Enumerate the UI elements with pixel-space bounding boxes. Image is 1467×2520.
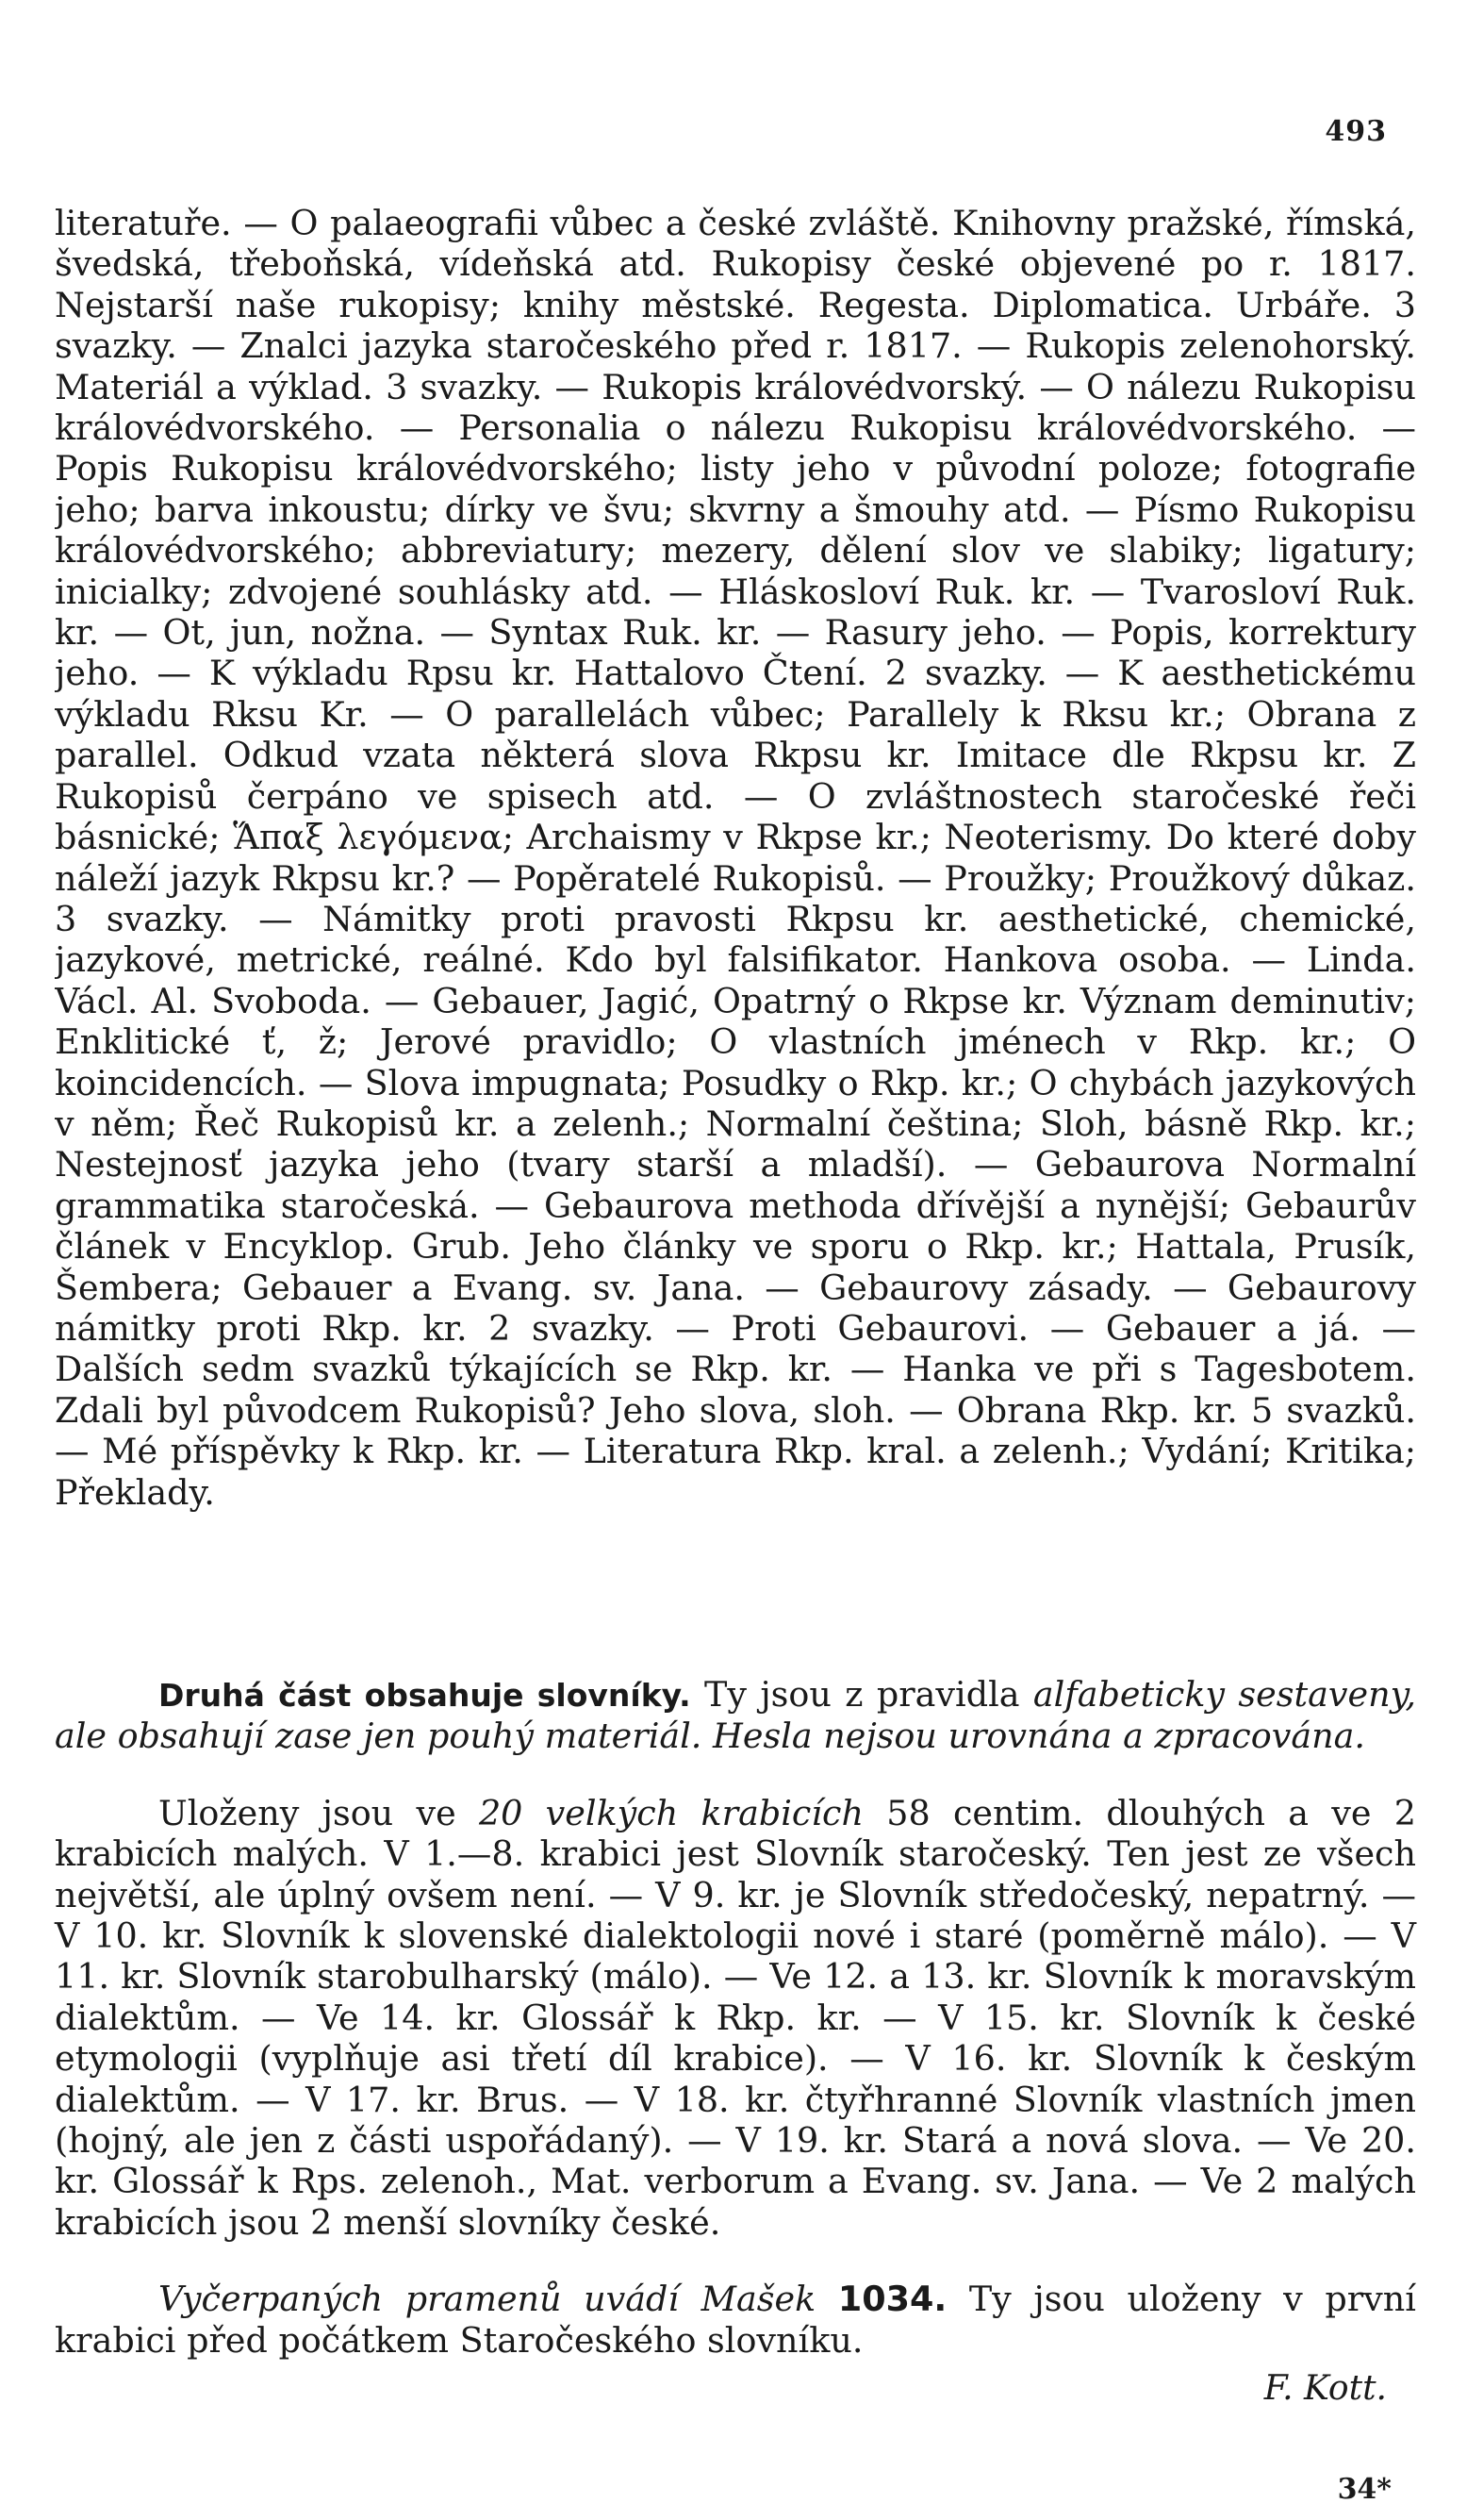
page-number: 493: [1325, 115, 1387, 148]
paragraph-boxes: [55, 1793, 1416, 2243]
sources-count: 1034.: [837, 2279, 948, 2320]
text-column: [55, 203, 1416, 2361]
paragraph-text: Ty jsou z pravidla: [690, 1674, 1033, 1715]
paragraph-italic: 20 velkých krabicích: [478, 1792, 864, 1833]
paragraph-sources: [55, 2279, 1416, 2361]
sheet-mark: 34*: [1337, 2473, 1392, 2506]
paragraph-text: 58 centim. dlouhých a ve 2 krabicích malých. V 1.—8. krabici jest Slovník staročeský. Ten jest ze všech největší, ale úplný ovšem není. — V 9. kr. je Slovník středočeský, nepatrný. — V 10. kr. Slovník k slovenské dialektologii nové i staré (poměrně málo). — V 11. kr. Slovník starobulharský (málo). — Ve 12. a 13. kr. Slovník k moravským dialektům. — Ve 14. kr. Glossář k Rkp. kr. — V 15. kr. Slovník k české etymologii (vyplňuje asi třetí díl krabice). — V 16. kr. Slovník k českým dialektům. — V 17. kr. Brus. — V 18. kr. čtyřhranné Slovník vlastních jmen (hojný, ale jen z části uspořádaný). — V 19. kr. Stará a nová slova. — Ve 20. kr. Glossář k Rps. zelenoh., Mat. verborum a Evang. sv. Jana. — Ve 2 malých krabicích jsou 2 menší slovníky české.: [55, 1792, 1416, 2243]
paragraph-text: Uloženy jsou ve: [158, 1792, 479, 1833]
paragraph-text: Ty jsou uloženy v první krabici před počátkem Staročeského slovníku.: [55, 2279, 1416, 2361]
section-lead: Druhá část obsahuje slovníky.: [158, 1677, 691, 1714]
author-signature: F. Kott.: [1263, 2369, 1387, 2408]
paragraph-dictionaries: [55, 1674, 1416, 1757]
paragraph-contents-list: literatuře. — O palaeografii vůbec a české zvláště. Knihovny pražské, římská, švedská, třeboňská, vídeňská atd. Rukopisy české objevené po r. 1817. Nejstarší naše rukopisy; knihy městské. Regesta. Diplomatica. Urbáře. 3 svazky. — Znalci jazyka staročeského před r. 1817. — Rukopis zelenohorský. Materiál a výklad. 3 svazky. — Rukopis královédvorský. — O nálezu Rukopisu královédvorského. — Personalia o nálezu Rukopisu královédvorského. — Popis Rukopisu královédvorského; listy jeho v původní poloze; fotografie jeho; barva inkoustu; dírky ve švu; skvrny a šmouhy atd. — Písmo Rukopisu královédvorského; abbreviatury; mezery, dělení slov ve slabiky; ligatury; inicialky; zdvojené souhlásky atd. — Hláskosloví Ruk. kr. — Tvarosloví Ruk. kr. — Ot, jun, nožna. — Syntax Ruk. kr. — Rasury jeho. — Popis, korrektury jeho. — K výkladu Rpsu kr. Hattalovo Čtení. 2 svazky. — K aesthetickému výkladu Rksu Kr. — O parallelách vůbec; Parallely k Rksu kr.; Obrana z parallel. Odkud vzata některá slova Rkpsu kr. Imitace dle Rkpsu kr. Z Rukopisů čerpáno ve spisech atd. — O zvláštnostech staročeské řeči básnické; Ἅπαξ λεγόμενα; Archaismy v Rkpse kr.; Neoterismy. Do které doby náleží jazyk Rkpsu kr.? — Popěratelé Rukopisů. — Proužky; Proužkový důkaz. 3 svazky. — Námitky proti pravosti Rkpsu kr. aesthetické, chemické, jazykové, metrické, reálné. Kdo byl falsifikator. Hankova osoba. — Linda. Václ. Al. Svoboda. — Gebauer, Jagić, Opatrný o Rkpse kr. Význam deminutiv; Enklitické ť, ž; Jerové pravidlo; O vlastních jménech v Rkp. kr.; O koincidencích. — Slova impugnata; Posudky o Rkp. kr.; O chybách jazykových v něm; Řeč Rukopisů kr. a zelenh.; Normalní čeština; Sloh, básně Rkp. kr.; Nestejnosť jazyka jeho (tvary starší a mladší). — Gebaurova Normalní grammatika staročeská. — Gebaurova methoda dřívější a nynější; Gebaurův článek v Encyklop. Grub. Jeho články ve sporu o Rkp. kr.; Hattala, Prusík, Šembera; Gebauer a Evang. sv. Jana. — Gebaurovy zásady. — Gebaurovy námitky proti Rkp. kr. 2 svazky. — Proti Gebaurovi. — Gebauer a já. — Dalších sedm svazků týkajících se Rkp. kr. — Hanka ve při s Tagesbotem. Zdali byl původcem Rukopisů? Jeho slova, sloh. — Obrana Rkp. kr. 5 svazků. — Mé příspěvky k Rkp. kr. — Literatura Rkp. kral. a zelenh.; Vydání; Kritika; Překlady.: [55, 203, 1416, 1513]
paragraph-italic: Vyčerpaných pramenů uvádí Mašek: [158, 2279, 816, 2320]
paragraph-italic: alfabeticky sestaveny, ale obsahují zase jen pouhý materiál. Hesla nejsou urovnána a zpracována.: [55, 1674, 1417, 1757]
